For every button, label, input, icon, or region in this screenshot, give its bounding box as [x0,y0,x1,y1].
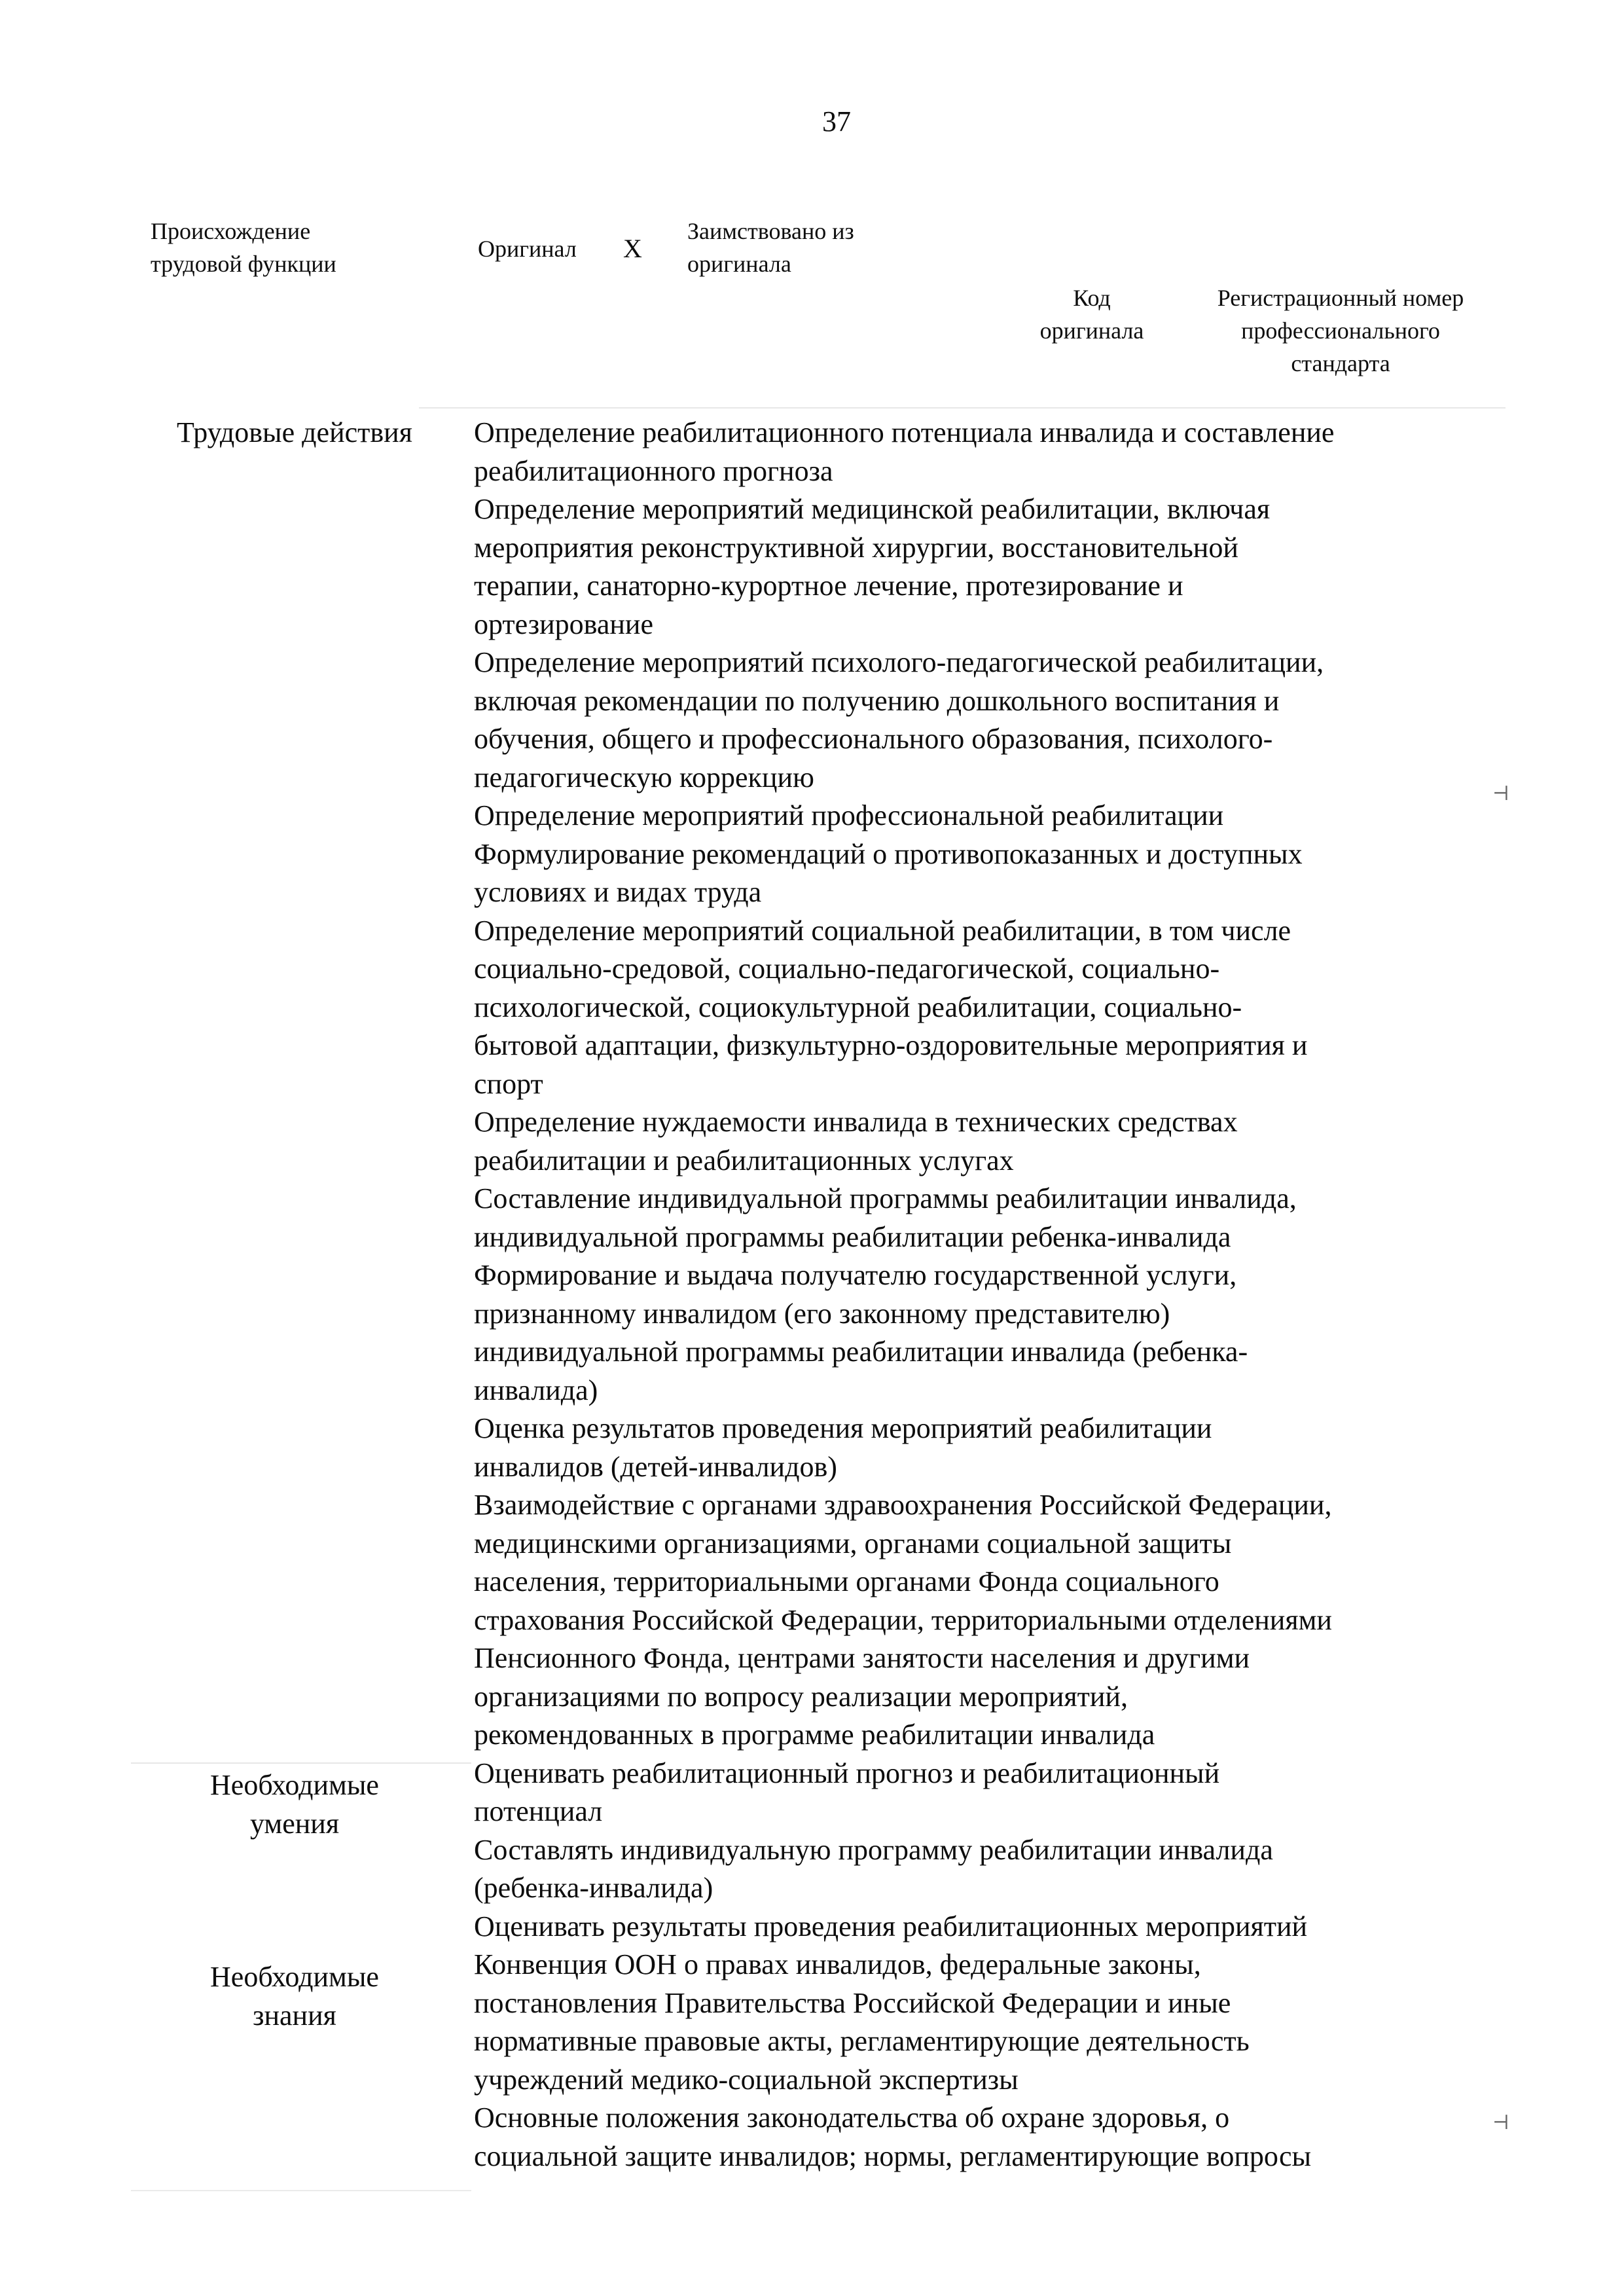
text-line: Определение мероприятий медицинской реабилитации, включая [474,493,1271,525]
scan-mark: ⊣ [1492,2112,1509,2134]
text-line: бытовой адаптации, физкультурно-оздоровительные мероприятия и [474,1029,1308,1061]
borrowed-label-line: оригинала [687,251,791,277]
section-label-line: Трудовые действия [177,416,412,448]
section-label-required-skills [144,1766,445,1843]
original-label: Оригинал [478,236,577,262]
text-line: населения, территориальными органами Фонда социального [474,1565,1219,1597]
text-line: ортезирование [474,608,653,640]
text-line: терапии, санаторно-курортное лечение, протезирование и [474,570,1183,602]
original-mark: X [623,234,642,263]
section-content-column [474,414,1495,2176]
text-line: психологической, социокультурной реабилитации, социально- [474,991,1242,1023]
reg-number-label-line: стандарта [1291,350,1390,376]
text-line: индивидуальной программы реабилитации ребенка-инвалида [474,1220,1231,1253]
reg-number-label-line: профессионального [1241,318,1440,344]
text-line: Определение нуждаемости инвалида в технических средствах [474,1106,1238,1138]
text-line: Оценивать реабилитационный прогноз и реабилитационный [474,1757,1220,1789]
text-line: (ребенка-инвалида) [474,1872,713,1904]
section-label-line: умения [249,1807,340,1840]
text-line: Оценивать результаты проведения реабилитационных мероприятий [474,1910,1308,1942]
text-line: Оценка результатов проведения мероприятий реабилитации [474,1412,1212,1444]
section-label-line: Необходимые [210,1961,379,1993]
text-line: Составлять индивидуальную программу реабилитации инвалида [474,1833,1273,1866]
text-line: индивидуальной программы реабилитации инвалида (ребенка- [474,1336,1248,1368]
scan-mark: ⊣ [1492,783,1509,805]
text-line: нормативные правовые акты, регламентирующие деятельность [474,2025,1250,2057]
section-label-required-knowledge [144,1958,445,2035]
text-line: Формулирование рекомендаций о противопоказанных и доступных [474,837,1303,870]
text-line: реабилитационного прогноза [474,454,833,487]
text-line: педагогическую коррекцию [474,761,814,793]
text-line: реабилитации и реабилитационных услугах [474,1144,1014,1176]
origin-label [151,215,336,280]
text-line: Конвенция ООН о правах инвалидов, федеральные законы, [474,1948,1201,1980]
reg-number-label-line: Регистрационный номер [1217,285,1464,311]
text-line: спорт [474,1067,543,1100]
text-line: постановления Правительства Российской Федерации и иные [474,1986,1231,2019]
text-line: инвалидов (детей-инвалидов) [474,1450,837,1483]
text-line: рекомендованных в программе реабилитации инвалида [474,1719,1155,1751]
text-line: Определение мероприятий социальной реабилитации, в том числе [474,914,1291,947]
text-line: включая рекомендации по получению дошкольного воспитания и [474,684,1280,717]
code-label [1013,282,1170,347]
code-label-line: Код [1073,285,1111,311]
text-line: Взаимодействие с органами здравоохранения Российской Федерации, [474,1489,1332,1521]
borrowed-label [687,215,854,280]
table-rule-faint [131,1762,471,1764]
origin-label-line: Происхождение [151,218,311,244]
text-line: Основные положения законодательства об охране здоровья, о [474,2102,1230,2134]
text-line: Пенсионного Фонда, центрами занятости населения и другими [474,1642,1250,1674]
text-line: Определение реабилитационного потенциала инвалида и составление [474,416,1335,448]
table-rule-faint [131,2190,471,2191]
text-line: Определение мероприятий психолого-педагогической реабилитации, [474,646,1324,678]
text-line: условиях и видах труда [474,876,762,908]
text-line: Определение мероприятий профессиональной реабилитации [474,799,1224,831]
code-label-line: оригинала [1039,318,1144,344]
text-line: социально-средовой, социально-педагогической, социально- [474,953,1220,985]
text-line: Формирование и выдача получателю государственной услуги, [474,1259,1237,1291]
text-line: Составление индивидуальной программы реабилитации инвалида, [474,1182,1297,1214]
section-label-line: Необходимые [210,1769,379,1801]
text-line: социальной защите инвалидов; нормы, регламентирующие вопросы [474,2140,1312,2172]
reg-number-label [1190,282,1491,380]
text-line: медицинскими организациями, органами социальной защиты [474,1527,1232,1559]
text-line: обучения, общего и профессионального образования, психолого- [474,723,1273,755]
text-line: признанному инвалидом (его законному представителю) [474,1297,1170,1330]
table-rule-faint [419,407,1506,409]
section-label-labor-actions [144,414,445,452]
text-line: страхования Российской Федерации, территориальными отделениями [474,1603,1332,1636]
text-line: мероприятия реконструктивной хирургии, восстановительной [474,531,1238,564]
text-line: организациями по вопросу реализации мероприятий, [474,1680,1128,1713]
page-number: 37 [822,105,851,137]
text-line: потенциал [474,1795,603,1827]
section-label-line: знания [253,1999,336,2032]
text-line: инвалида) [474,1374,598,1406]
text-line: учреждений медико-социальной экспертизы [474,2063,1019,2096]
borrowed-label-line: Заимствовано из [687,218,854,244]
origin-label-line: трудовой функции [151,251,336,277]
